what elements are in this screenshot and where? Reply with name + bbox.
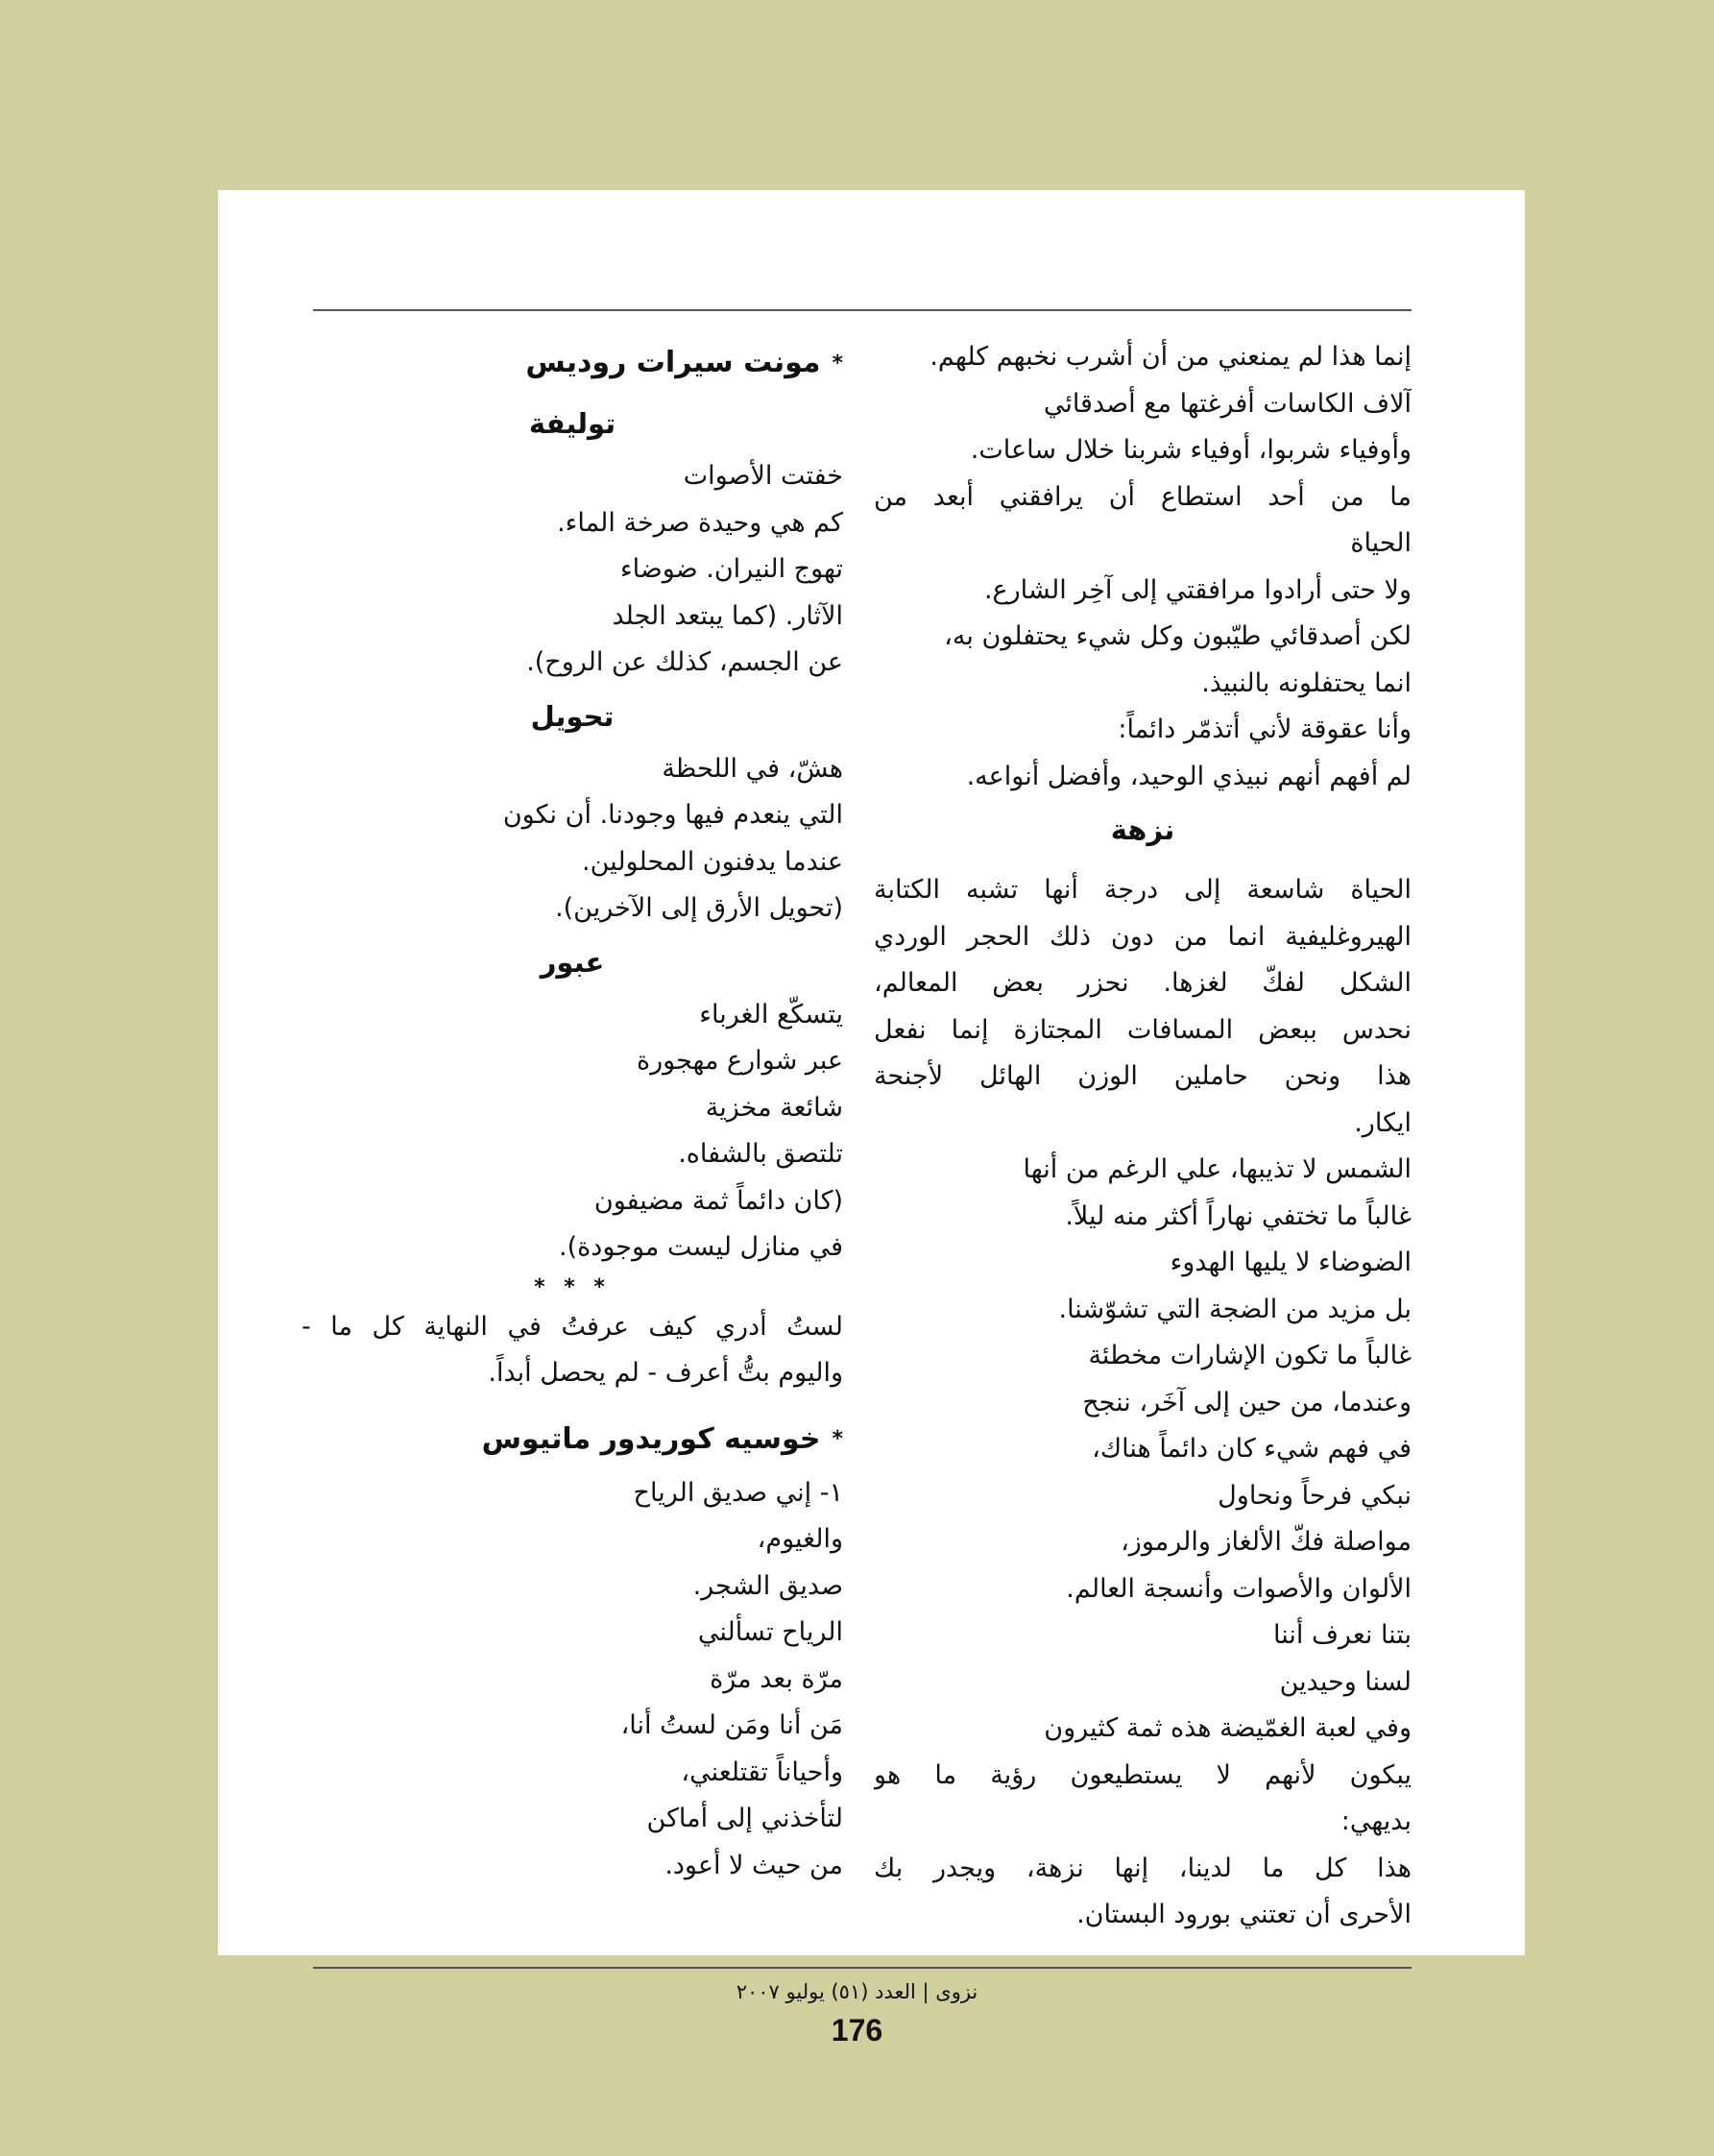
poem-line: مرّة بعد مرّة (710, 1663, 843, 1694)
text-line: نبكي فرحاً ونحاول (1218, 1480, 1412, 1511)
text-line: واليوم بتُّ أعرف - لم يحصل أبداً. (488, 1358, 843, 1388)
text-line: الهيروغليفية انما من دون ذلك الحجر الوردي (874, 921, 1412, 952)
poem-line: (تحويل الأرق إلى الآخرين). (555, 893, 843, 923)
poem-line: صديق الشجر. (692, 1570, 843, 1601)
text-line: ولا حتى أرادوا مرافقتي إلى آخِر الشارع. (983, 574, 1412, 605)
text-line: في فهم شيء كان دائماً هناك، (1092, 1434, 1412, 1464)
section-separator: * * * (534, 1274, 611, 1299)
text-line: الحياة شاسعة إلى درجة أنها تشبه الكتابة (874, 875, 1412, 905)
poem-line: تهوج النيران. ضوضاء (619, 554, 843, 584)
text-line: هذا كل ما لدينا، إنها نزهة، ويجدر بك (874, 1853, 1412, 1883)
spacer (874, 860, 1412, 867)
poem-line: في منازل ليست موجودة). (559, 1232, 843, 1262)
poem-line: عندما يدفنون المحلولين. (582, 846, 843, 877)
poem-line: الرياح تسألني (697, 1617, 843, 1647)
text-line: الحياة (1350, 528, 1412, 558)
author-name: مونت سيرات روديس (525, 346, 821, 379)
text-line: يبكون لأنهم لا يستطيعون رؤية ما هو (874, 1759, 1412, 1790)
text-line: غالباً ما تكون الإشارات مخطئة (1088, 1341, 1412, 1370)
text-line: مواصلة فكّ الألغاز والرموز، (1121, 1527, 1412, 1557)
poem-line: (كان دائماً ثمة مضيفون (593, 1185, 843, 1216)
poem-title: توليفة (528, 407, 616, 440)
text-line: غالباً ما تختفي نهاراً أكثر منه ليلاً. (1065, 1200, 1412, 1231)
bottom-rule (313, 1967, 1412, 1969)
poem-line: هشّ، في اللحظة (662, 753, 843, 784)
text-line: الضوضاء لا يليها الهدوء (1170, 1248, 1412, 1277)
text-line: آلاف الكاسات أفرغتها مع أصدقائي (1043, 388, 1412, 419)
text-line: بل مزيد من الضجة التي تشوّشنا. (1058, 1294, 1412, 1324)
poem-line: عن الجسم، كذلك عن الروح). (526, 647, 843, 677)
text-line: هذا ونحن حاملين الوزن الهائل لأجنحة (874, 1061, 1412, 1091)
text-line: ايكار. (1354, 1107, 1412, 1138)
text-line: إنما هذا لم يمنعني من أن أشرب نخبهم كلهم. (929, 342, 1412, 372)
poem-line: وأحياناً تقتلعني، (681, 1756, 843, 1787)
top-rule (313, 309, 1412, 311)
left-column (302, 334, 843, 1889)
page-number: 176 (831, 2013, 883, 2047)
spacer (302, 1397, 843, 1411)
poem-title: تحويل (530, 699, 615, 733)
text-line: بتنا نعرف أننا (1272, 1620, 1412, 1650)
poem-line: الآثار. (كما يبتعد الجلد (612, 600, 843, 631)
poem-line: التي ينعدم فيها وجودنا. أن نكون (502, 800, 843, 830)
text-line: الأحرى أن تعتني بورود البستان. (1076, 1900, 1412, 1929)
text-line: لكن أصدقائي طيّبون وكل شيء يحتفلون به، (944, 621, 1412, 651)
author-name: خوسيه كوريدور ماتيوس (481, 1421, 821, 1456)
poem-line: تلتصق بالشفاه. (678, 1139, 843, 1169)
poem-line: يتسكّع الغرباء (699, 999, 843, 1030)
asterisk: * (832, 351, 843, 375)
poem-title: عبور (540, 945, 605, 979)
text-line: الألوان والأصوات وأنسجة العالم. (1066, 1573, 1412, 1604)
asterisk: * (832, 1427, 843, 1451)
poem-line: شائعة مخزية (705, 1092, 843, 1123)
poem-line: ١- إني صديق الرياح (633, 1477, 843, 1508)
text-line: وأنا عقوقة لأني أتذمّر دائماً: (1118, 715, 1412, 744)
poem-line: كم هي وحيدة صرخة الماء. (557, 507, 843, 538)
right-column (874, 334, 1412, 1939)
text-line: ما من أحد استطاع أن يرافقني أبعد من (874, 481, 1412, 512)
text-line: لسنا وحيدين (1279, 1666, 1412, 1697)
poem-line: من حيث لا أعود. (664, 1850, 843, 1880)
poem-line: عبر شوارع مهجورة (636, 1046, 843, 1076)
text-line: نحدس ببعض المسافات المجتازة إنما نفعل (874, 1014, 1412, 1045)
author-heading (302, 334, 843, 394)
author-heading (302, 1411, 843, 1470)
text-line: وعندما، من حين إلى آخَر، ننجح (1082, 1387, 1412, 1417)
text-line: الشكل لفكّ لغزها. نحزر بعض المعالم، (874, 968, 1412, 998)
poem-line: والغيوم، (757, 1524, 843, 1554)
text-line: بديهي: (1340, 1806, 1412, 1836)
section-title: نزهة (1110, 813, 1175, 846)
poem-line: خفتت الأصوات (683, 461, 843, 491)
text-line: وفي لعبة الغمّيضة هذه ثمة كثيرون (1044, 1713, 1412, 1743)
text-line: لستُ أدري كيف عرفتُ في النهاية كل ما - (302, 1311, 843, 1342)
issue-caption: نزوى | العدد (٥١) يوليو ٢٠٠٧ (736, 1980, 978, 2003)
text-line: لم أفهم أنهم نبيذي الوحيد، وأفضل أنواعه. (966, 761, 1412, 791)
text-line: الشمس لا تذيبها، علي الرغم من أنها (1023, 1154, 1412, 1184)
poem-line: مَن أنا ومَن لستُ أنا، (620, 1710, 843, 1740)
text-line: وأوفياء شربوا، أوفياء شربنا خلال ساعات. (970, 435, 1412, 465)
poem-line: لتأخذني إلى أماكن (646, 1804, 843, 1833)
text-line: انما يحتفلونه بالنبيذ. (1201, 667, 1412, 698)
